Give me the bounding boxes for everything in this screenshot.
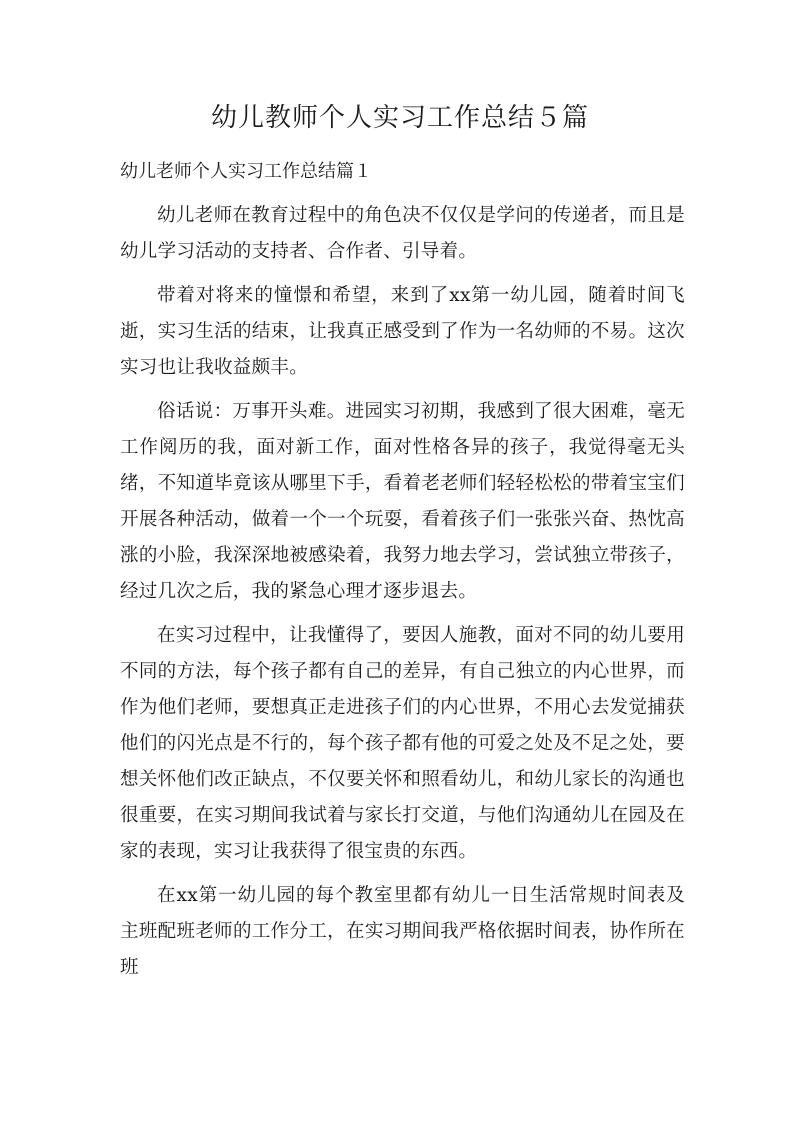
section-heading: 幼儿老师个人实习工作总结篇１ [120, 161, 372, 182]
document-title: 幼儿教师个人实习工作总结５篇 [210, 103, 589, 133]
paragraph: 俗话说：万事开头难。进园实习初期，我感到了很大困难，毫无工作阅历的我，面对新工作，面对性格各异的孩子，我觉得毫无头绪，不知道毕竟该从哪里下手，看着老老师们轻轻松松的带着宝宝们开展各种活动，做着一个一个玩耍，看着孩子们一张张兴奋、热忱高涨的小脸，我深深地被感染着，我努力地去学习，尝试独立带孩子，经过几次之后，我的紧急心理才逐步退去。 [120, 401, 685, 602]
paragraph: 带着对将来的憧憬和希望，来到了xx第一幼儿园，随着时间飞逝，实习生活的结束，让我真正感受到了作为一名幼师的不易。这次实习也让我收益颇丰。 [120, 285, 685, 378]
paragraph: 在实习过程中，让我懂得了，要因人施教，面对不同的幼儿要用不同的方法，每个孩子都有自己的差异，有自己独立的内心世界，而作为他们老师，要想真正走进孩子们的内心世界，不用心去发觉捕获他们的闪光点是不行的，每个孩子都有他的可爱之处及不足之处，要想关怀他们改正缺点，不仅要关怀和照看幼儿，和幼儿家长的沟通也很重要，在实习期间我试着与家长打交道，与他们沟通幼儿在园及在家的表现，实习让我获得了很宝贵的东西。 [120, 625, 685, 862]
paragraph: 在xx第一幼儿园的每个教室里都有幼儿一日生活常规时间表及主班配班老师的工作分工，在实习期间我严格依据时间表，协作所在班 [120, 885, 685, 978]
paragraph: 幼儿老师在教育过程中的角色决不仅仅是学问的传递者，而且是幼儿学习活动的支持者、合作者、引导着。 [120, 205, 685, 262]
document-body [120, 198, 685, 994]
